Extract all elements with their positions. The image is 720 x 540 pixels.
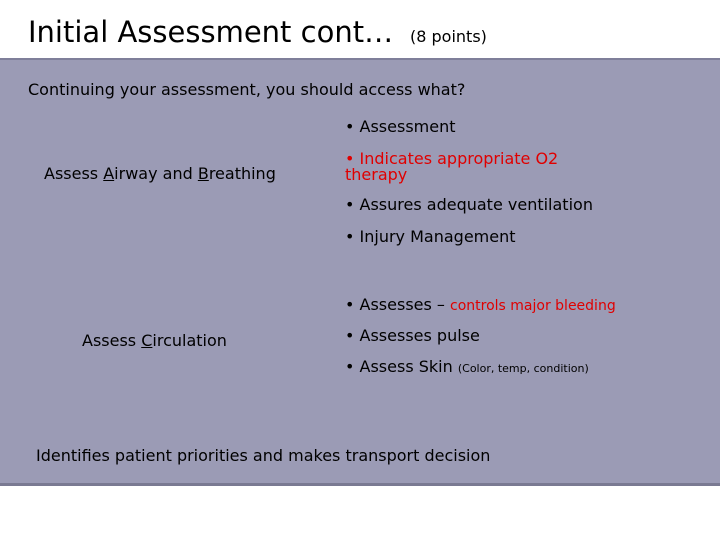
points-note: (8 points) — [410, 27, 487, 46]
skin-detail-text: (Color, temp, condition) — [457, 362, 589, 375]
bullet-pulse: • Assesses pulse — [345, 326, 480, 345]
question-text: Continuing your assessment, you should access what? — [28, 80, 466, 99]
circulation-label — [82, 330, 227, 352]
skin-main-text: • Assess Skin — [345, 357, 458, 376]
bullet-injury-management: • Injury Management — [345, 227, 516, 246]
airway-letter-b: B — [197, 164, 209, 183]
airway-breathing-label — [44, 163, 276, 185]
bullet-assessment: • Assessment — [345, 117, 456, 136]
circulation-label-end: irculation — [152, 331, 227, 350]
airway-label-mid: irway and — [114, 164, 198, 183]
circulation-label-prefix: Assess — [82, 331, 142, 350]
slide-title: Initial Assessment cont… — [28, 15, 394, 49]
bullet-o2-therapy-line2: therapy — [345, 165, 408, 184]
airway-label-prefix: Assess — [44, 164, 104, 183]
bleeding-prefix: • Assesses – — [345, 295, 451, 314]
bullet-bleeding — [345, 296, 616, 315]
circulation-letter-c: C — [141, 331, 153, 350]
airway-letter-a: A — [103, 164, 115, 183]
transport-decision-statement: Identifies patient priorities and makes transport decision — [36, 446, 491, 465]
bullet-ventilation: • Assures adequate ventilation — [345, 195, 593, 214]
bullet-skin — [345, 358, 589, 377]
bleeding-emphasis: controls major bleeding — [450, 298, 616, 314]
airway-label-end: reathing — [208, 164, 276, 183]
bullet-o2-therapy-line1: • Indicates appropriate O2 — [345, 149, 559, 168]
